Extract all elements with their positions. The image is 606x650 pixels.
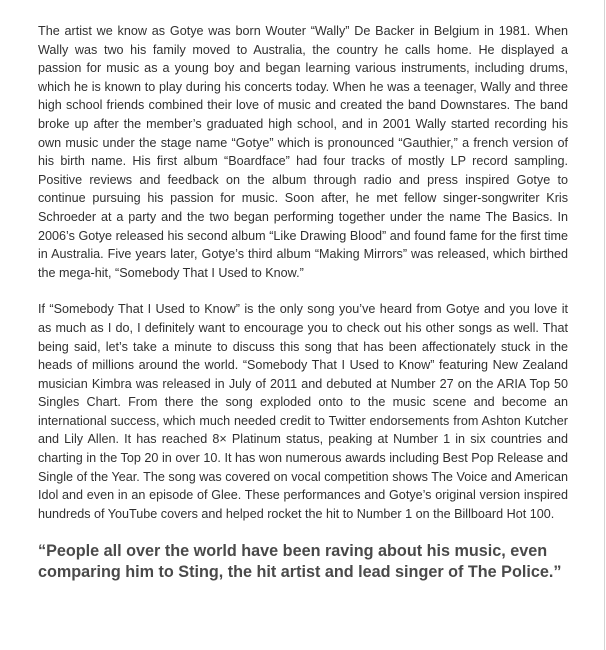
pull-quote: “People all over the world have been raving about his music, even comparing him to Sting, the hit artist and lead singer of The Police.” xyxy=(38,542,562,582)
article-paragraph-song: If “Somebody That I Used to Know” is the only song you’ve heard from Gotye and you love it as much as I do, I definitely want to encourage you to check out his other songs as well. That being said, let’s take a minute to discuss this song that has been affectionately stuck in the heads of millions around the world. “Somebody That I Used to Know” featuring New Zealand musician Kimbra was released in July of 2011 and debuted at Number 27 on the ARIA Top 50 Singles Chart. From there the song exploded onto to the music scene and become an international success, which much needed credit to Twitter endorsements from Ashton Kutcher and Lily Allen. It has reached 8× Platinum status, peaking at Number 1 in six countries and charting in the Top 20 in over 10. It has won numerous awards including Best Pop Release and Single of the Year. The song was covered on vocal competition shows The Voice and American Idol and even in an episode of Glee. These performances and Gotye’s original version inspired hundreds of YouTube covers and helped rocket the hit to Number 1 on the Billboard Hot 100. xyxy=(38,302,568,521)
article-body xyxy=(38,22,568,583)
article-paragraph-biography: The artist we know as Gotye was born Wouter “Wally” De Backer in Belgium in 1981. When Wally was two his family moved to Australia, the country he calls home. He displayed a passion for music as a young boy and began learning various instruments, including drums, which he is known to play during his concerts today. When he was a teenager, Wally and three high school friends combined their love of music and created the band Downstares. The band broke up after the member’s graduated high school, and in 2001 Wally started recording his own music under the stage name “Gotye” which is pronounced “Gauthier,” a french version of his birth name. His first album “Boardface” had four tracks of mostly LP record sampling. Positive reviews and feedback on the album through radio and press inspired Gotye to continue pursuing his passion for music. Soon after, he met fellow singer-songwriter Kris Schroeder at a party and the two began performing together under the name The Basics. In 2006’s Gotye released his second album “Like Drawing Blood” and found fame for the first time in Australia. Five years later, Gotye’s third album “Making Mirrors” was released, which birthed the mega-hit, “Somebody That I Used to Know.” xyxy=(38,24,568,280)
